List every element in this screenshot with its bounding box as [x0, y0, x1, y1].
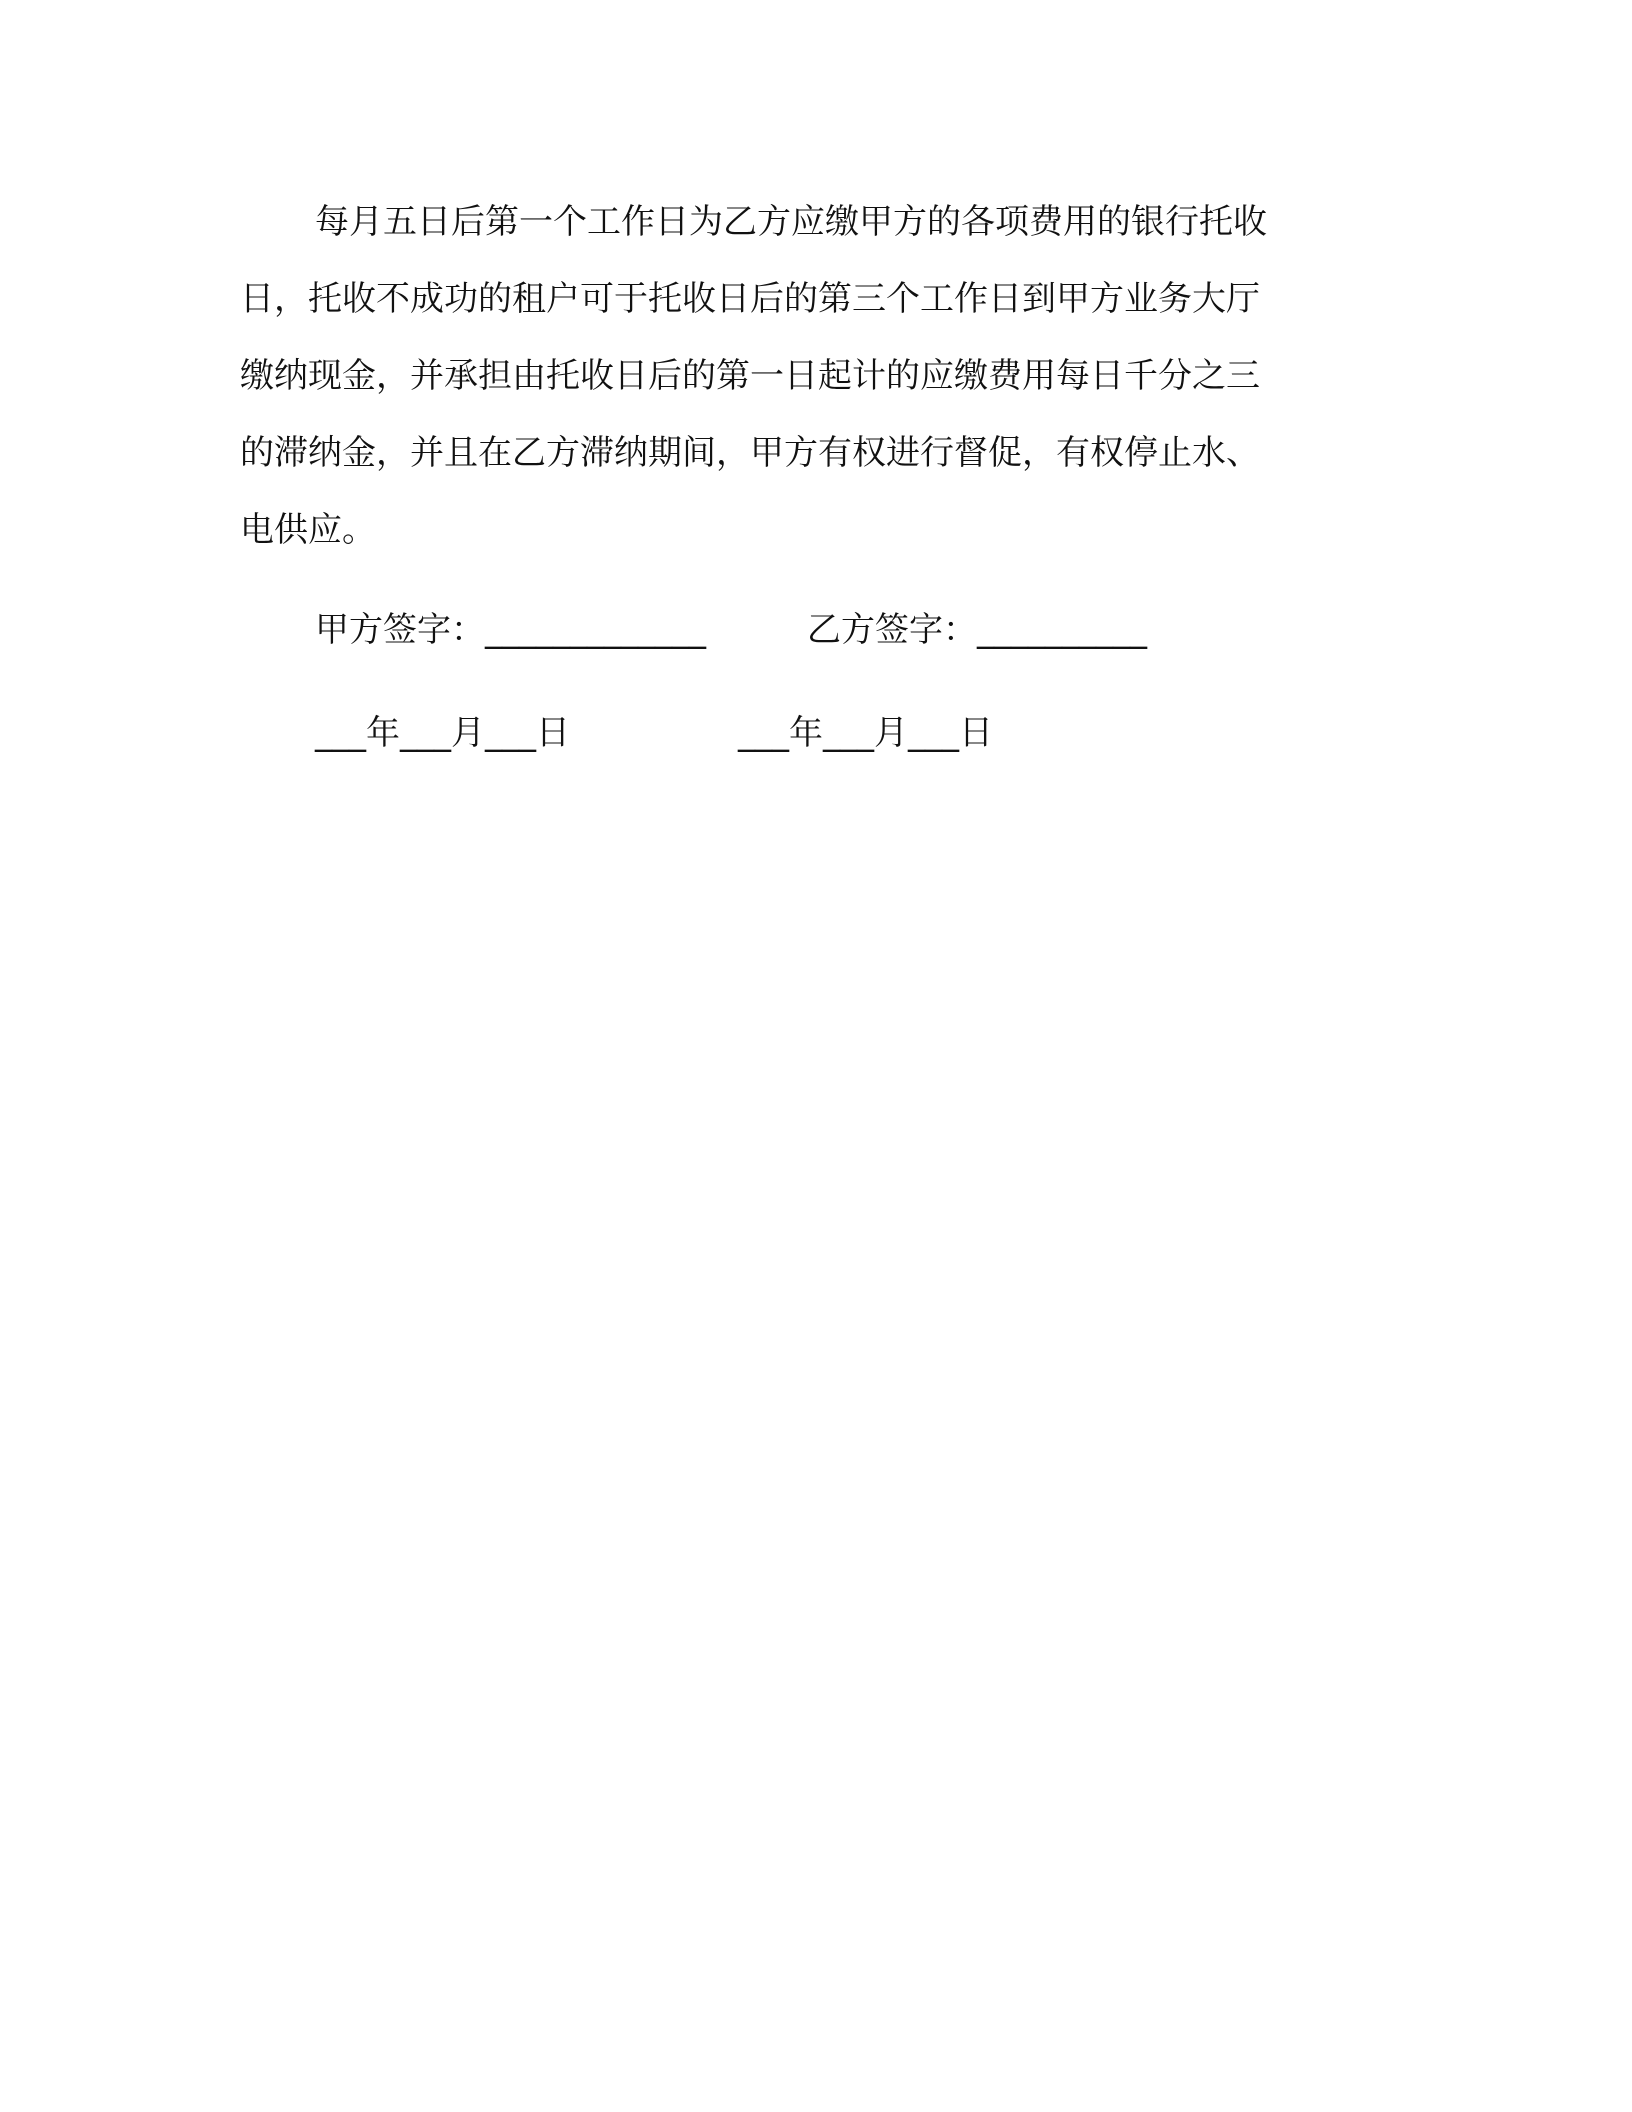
party-b-date-line: ___年___月___日 — [738, 713, 993, 753]
paragraph-line-4: 的滞纳金，并且在乙方滞纳期间，甲方有权进行督促，有权停止水、 — [240, 433, 1260, 473]
paragraph-line-3: 缴纳现金，并承担由托收日后的第一日起计的应缴费用每日千分之三 — [240, 356, 1260, 396]
paragraph-line-2: 日，托收不成功的租户可于托收日后的第三个工作日到甲方业务大厅 — [240, 279, 1260, 319]
clause-paragraph — [240, 184, 1352, 569]
party-b-signature-line: 乙方签字：__________ — [807, 610, 1147, 650]
paragraph-line-5: 电供应。 — [240, 510, 376, 550]
party-a-signature-line: 甲方签字：_____________ — [315, 610, 706, 650]
party-a-date-line: ___年___月___日 — [315, 713, 570, 753]
paragraph-line-1: 每月五日后第一个工作日为乙方应缴甲方的各项费用的银行托收 — [315, 202, 1267, 242]
